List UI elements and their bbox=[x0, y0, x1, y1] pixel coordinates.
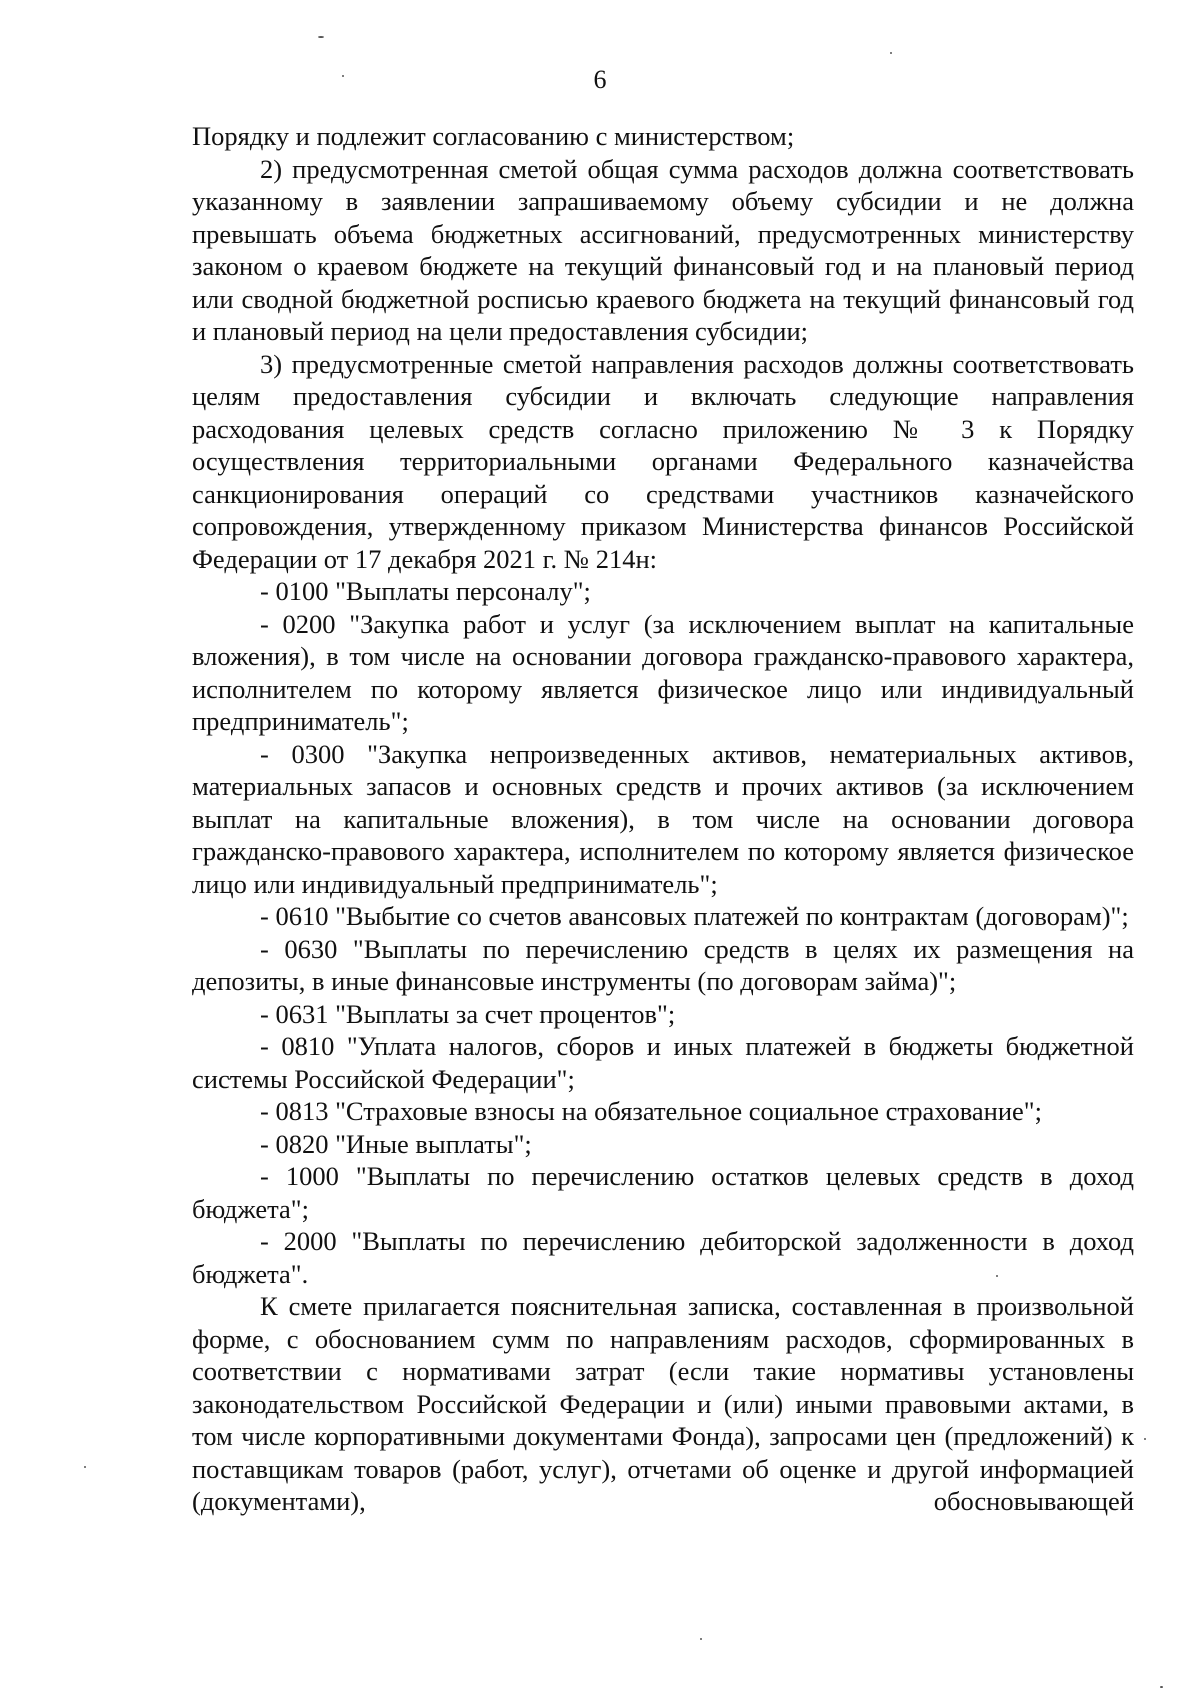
scan-speck bbox=[700, 1638, 702, 1640]
scan-speck bbox=[890, 52, 892, 54]
list-item-0100: - 0100 "Выплаты персоналу"; bbox=[260, 576, 591, 606]
scan-speck bbox=[1144, 1438, 1146, 1440]
list-item-0300: - 0300 "Закупка непроизведенных активов, нематериальных активов, материальных запасов и основных средств и прочих активов (за исключением выплат на капитальные вложения), в том числе на основании договора гражданско-правового характера, исполнителем по которому является физическое лицо или индивидуальный предприниматель"; bbox=[192, 738, 1134, 899]
list-item-0820: - 0820 "Иные выплаты"; bbox=[260, 1128, 532, 1159]
list-item-0813: - 0813 "Страховые взносы на обязательное социальное страхование"; bbox=[260, 1096, 1042, 1126]
scan-speck bbox=[84, 1466, 86, 1468]
list-item-1000: - 1000 "Выплаты по перечислению остатков целевых средств в доход бюджета"; bbox=[192, 1161, 1134, 1224]
page-number: 6 bbox=[593, 65, 607, 94]
list-item-0630: - 0630 "Выплаты по перечислению средств в целях их размещения на депозиты, в иные финансовые инструменты (по договорам займа)"; bbox=[192, 933, 1134, 996]
paragraph-continuation: Порядку и подлежит согласованию с министерством; bbox=[192, 121, 795, 151]
list-item-0610: - 0610 "Выбытие со счетов авансовых платежей по контрактам (договорам)"; bbox=[260, 901, 1129, 931]
list-item-0631: - 0631 "Выплаты за счет процентов"; bbox=[260, 998, 676, 1029]
scan-speck bbox=[318, 36, 324, 38]
list-item-0810: - 0810 "Уплата налогов, сборов и иных платежей в бюджеты бюджетной системы Российской Федерации"; bbox=[192, 1031, 1134, 1094]
list-item-2000: - 2000 "Выплаты по перечислению дебиторской задолженности в доход бюджета". bbox=[192, 1226, 1134, 1289]
scan-speck bbox=[1160, 1686, 1163, 1688]
paragraph-item-3: 3) предусмотренные сметой направления расходов должны соответствовать целям предоставления субсидии и включать следующие направления расходования целевых средств согласно приложению № 3 к Порядку осуществления территориальными органами Федерального казначейства санкционирования операций со средствами участников казначейского сопровождения, утвержденному приказом Министерства финансов Российской Федерации от 17 декабря 2021 г. № 214н: bbox=[192, 348, 1134, 574]
paragraph-explanatory-note: К смете прилагается пояснительная записка, составленная в произвольной форме, с обоснованием сумм по направлениям расходов, сформированных в соответствии с нормативами затрат (если такие нормативы установлены законодательством Российской Федерации и (или) иными правовыми актами, в том числе корпоративными документами Фонда), запросами цен (предложений) к поставщикам товаров (работ, услуг), отчетами об оценке и другой информацией (документами), обосновывающей bbox=[192, 1291, 1134, 1516]
body-text bbox=[192, 120, 1134, 1518]
paragraph-item-2: 2) предусмотренная сметой общая сумма расходов должна соответствовать указанному в заявлении запрашиваемому объему субсидии и не должна превышать объема бюджетных ассигнований, предусмотренных министерству законом о краевом бюджете на текущий финансовый год и на плановый период или сводной бюджетной росписью краевого бюджета на текущий финансовый год и плановый период на цели предоставления субсидии; bbox=[192, 153, 1134, 346]
list-item-0200: - 0200 "Закупка работ и услуг (за исключением выплат на капитальные вложения), в том числе на основании договора гражданско-правового характера, исполнителем по которому является физическое лицо или индивидуальный предприниматель"; bbox=[192, 608, 1134, 736]
